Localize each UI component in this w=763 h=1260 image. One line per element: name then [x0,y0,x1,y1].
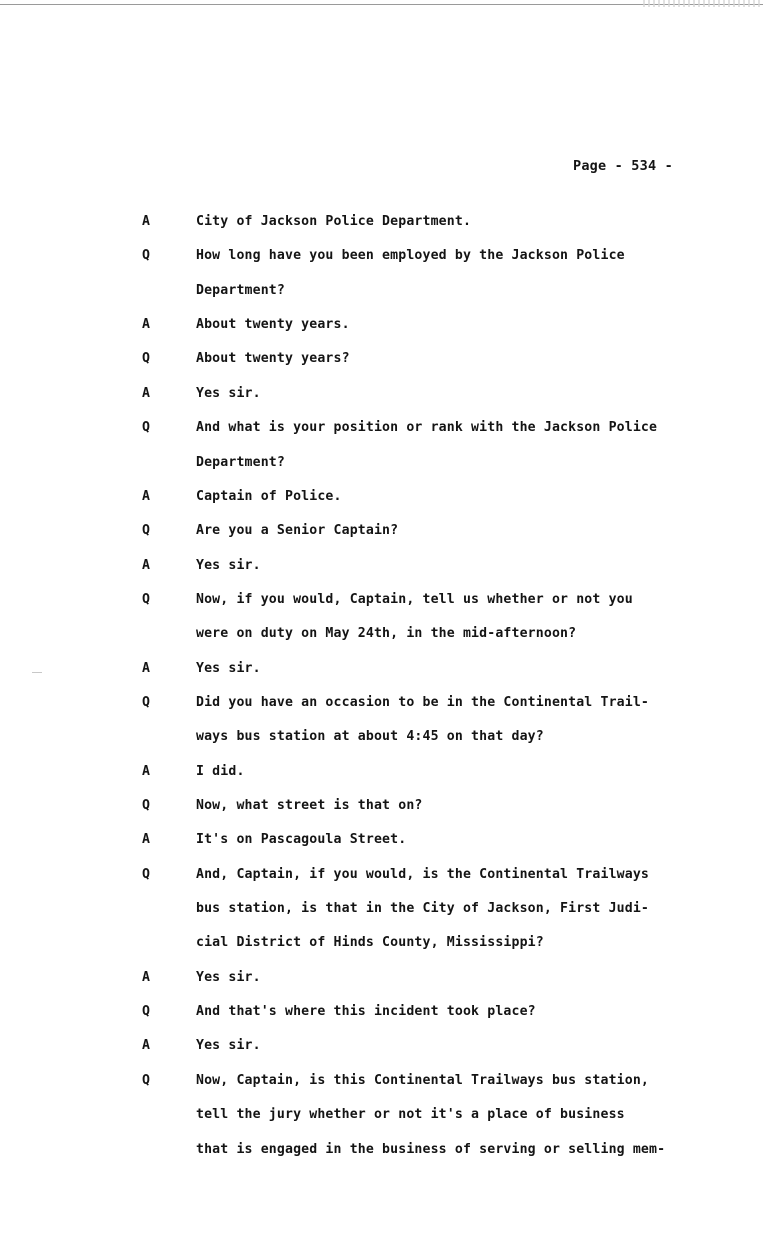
speaker-label: A [142,660,150,676]
transcript-line [0,933,763,953]
transcript-line [0,830,763,850]
scan-artifact [643,0,763,7]
line-text: Department? [196,454,285,470]
line-text: About twenty years. [196,317,350,333]
line-text: City of Jackson Police Department. [196,214,472,229]
speaker-label: A [142,317,150,333]
transcript-line [0,349,763,369]
line-text: I did. [196,763,245,779]
transcript-line [0,487,763,507]
transcript-line [0,315,763,335]
line-text: Now, if you would, Captain, tell us whether or not you [196,591,633,607]
line-text: bus station, is that in the City of Jackson, First Judi- [196,901,650,916]
transcript-line [0,1071,763,1091]
line-text: Yes sir. [196,1038,261,1054]
transcript-line [0,453,763,473]
speaker-label: Q [142,351,150,367]
line-text: that is engaged in the business of serving or selling mem- [196,1141,666,1157]
line-text: ways bus station at about 4:45 on that day? [196,729,544,745]
transcript-line [0,727,763,747]
line-text: And what is your position or rank with the Jackson Police [196,420,658,436]
transcript-line [0,521,763,541]
speaker-label: A [142,214,150,229]
speaker-label: Q [142,248,150,264]
speaker-label: A [142,763,150,779]
line-text: tell the jury whether or not it's a place of business [196,1107,625,1123]
transcript-line [0,418,763,438]
transcript-line [0,968,763,988]
line-text: It's on Pascagoula Street. [196,832,407,848]
speaker-label: Q [142,866,150,882]
line-text: Now, what street is that on? [196,798,423,813]
line-text: cial District of Hinds County, Mississippi? [196,935,544,951]
speaker-label: A [142,832,150,848]
speaker-label: Q [142,523,150,539]
speaker-label: A [142,1038,150,1054]
transcript-line [0,1105,763,1125]
transcript-line [0,212,763,232]
speaker-label: A [142,969,150,985]
transcript-line [0,762,763,782]
line-text: And, Captain, if you would, is the Continental Trailways [196,866,650,882]
line-text: Yes sir. [196,385,261,401]
speaker-label: Q [142,798,150,813]
line-text: Did you have an occasion to be in the Continental Trail- [196,694,650,710]
line-text: Yes sir. [196,969,261,985]
transcript-line [0,590,763,610]
page-number: Page - 534 - [573,158,673,174]
line-text: Captain of Police. [196,488,342,504]
transcript-line [0,384,763,404]
speaker-label: A [142,488,150,504]
transcript-line [0,281,763,301]
transcript-line [0,1036,763,1056]
transcript-line [0,246,763,266]
speaker-label: A [142,385,150,401]
transcript-line [0,659,763,679]
line-text: And that's where this incident took place? [196,1004,536,1020]
line-text: Now, Captain, is this Continental Trailways bus station, [196,1072,650,1088]
transcript-line [0,556,763,576]
line-text: were on duty on May 24th, in the mid-afternoon? [196,626,577,642]
transcript-line [0,1140,763,1160]
transcript-line [0,693,763,713]
line-text: How long have you been employed by the Jackson Police [196,248,625,264]
transcript-line [0,624,763,644]
speaker-label: Q [142,1072,150,1088]
line-text: Department? [196,282,285,298]
transcript-line [0,865,763,885]
speaker-label: A [142,557,150,573]
line-text: Yes sir. [196,660,261,676]
transcript-line [0,899,763,919]
speaker-label: Q [142,420,150,436]
line-text: About twenty years? [196,351,350,367]
transcript-line [0,796,763,816]
speaker-label: Q [142,1004,150,1020]
speaker-label: Q [142,694,150,710]
line-text: Are you a Senior Captain? [196,523,399,539]
speaker-label: Q [142,591,150,607]
transcript-line [0,1002,763,1022]
line-text: Yes sir. [196,557,261,573]
